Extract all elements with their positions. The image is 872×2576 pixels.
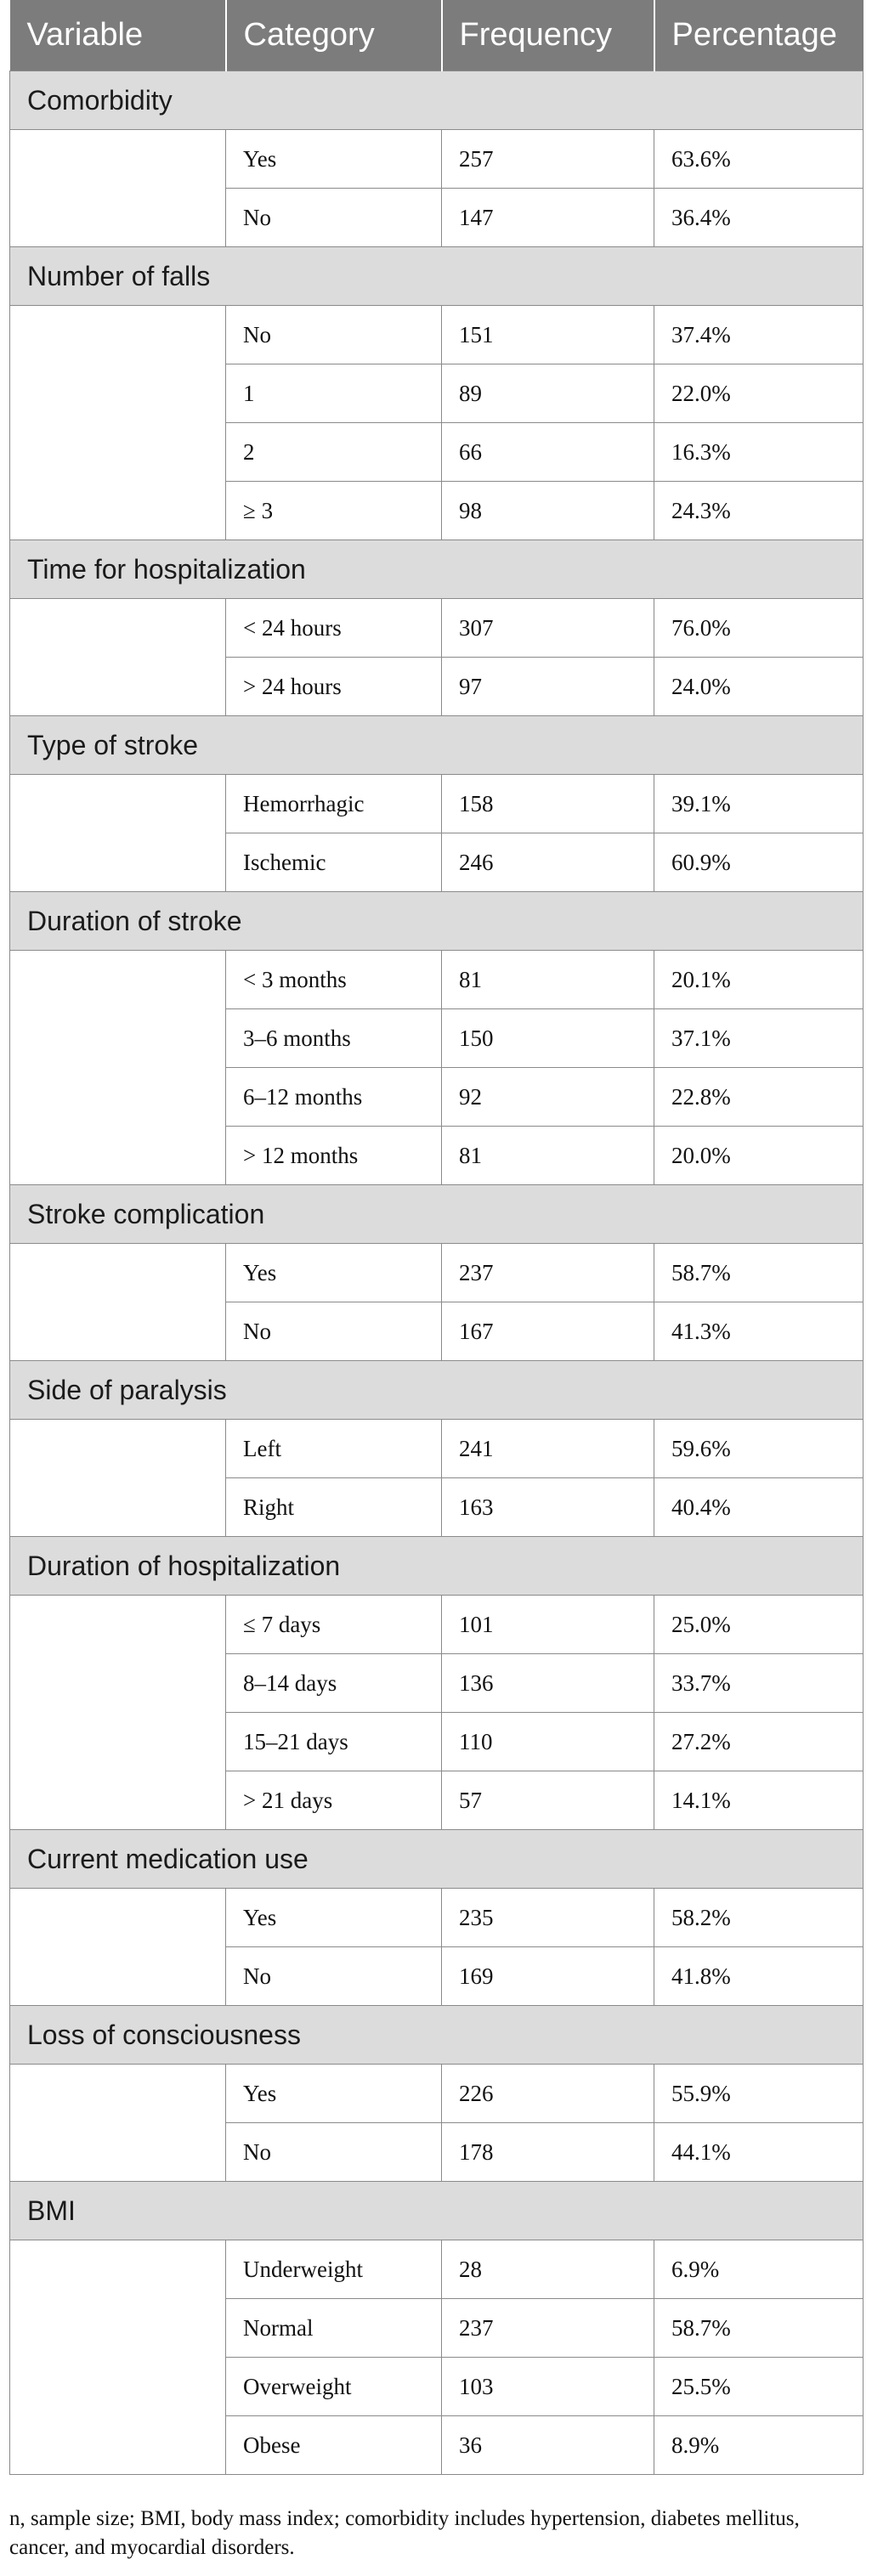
variable-cell-empty [10,1596,226,1830]
table-row [10,306,864,364]
percentage-cell: 58.2% [654,1889,864,1947]
data-table-container [9,0,863,2475]
frequency-cell: 98 [442,482,654,540]
variable-cell-empty [10,306,226,540]
percentage-cell: 41.3% [654,1302,864,1361]
frequency-cell: 151 [442,306,654,364]
category-cell: > 12 months [226,1127,442,1185]
table-row [10,2240,864,2299]
frequency-cell: 57 [442,1771,654,1830]
header-category: Category [226,0,442,71]
percentage-cell: 36.4% [654,189,864,247]
category-cell: Yes [226,2065,442,2123]
category-cell: 15–21 days [226,1713,442,1771]
category-cell: 3–6 months [226,1009,442,1068]
percentage-cell: 20.0% [654,1127,864,1185]
table-row [10,1420,864,1478]
group-label: Duration of stroke [10,892,864,951]
group-label: BMI [10,2182,864,2240]
category-cell: Yes [226,130,442,189]
group-label: Type of stroke [10,716,864,775]
percentage-cell: 25.5% [654,2358,864,2416]
category-cell: No [226,1947,442,2006]
frequency-cell: 101 [442,1596,654,1654]
percentage-cell: 20.1% [654,951,864,1009]
frequency-cell: 89 [442,364,654,423]
category-cell: Normal [226,2299,442,2358]
category-cell: Hemorrhagic [226,775,442,833]
frequency-cell: 241 [442,1420,654,1478]
category-cell: Underweight [226,2240,442,2299]
frequency-cell: 92 [442,1068,654,1127]
table-row [10,599,864,658]
category-cell: < 3 months [226,951,442,1009]
frequency-cell: 235 [442,1889,654,1947]
data-table [9,0,864,2475]
category-cell: 6–12 months [226,1068,442,1127]
group-header-row [10,1830,864,1889]
frequency-cell: 169 [442,1947,654,2006]
group-label: Time for hospitalization [10,540,864,599]
frequency-cell: 136 [442,1654,654,1713]
percentage-cell: 8.9% [654,2416,864,2475]
variable-cell-empty [10,1889,226,2006]
group-label: Duration of hospitalization [10,1537,864,1596]
percentage-cell: 40.4% [654,1478,864,1537]
frequency-cell: 66 [442,423,654,482]
category-cell: > 24 hours [226,658,442,716]
percentage-cell: 39.1% [654,775,864,833]
header-row [10,0,864,71]
frequency-cell: 246 [442,833,654,892]
table-row [10,1596,864,1654]
category-cell: Right [226,1478,442,1537]
percentage-cell: 24.0% [654,658,864,716]
header-percentage: Percentage [654,0,864,71]
percentage-cell: 14.1% [654,1771,864,1830]
variable-cell-empty [10,2065,226,2182]
table-body [10,71,864,2475]
frequency-cell: 147 [442,189,654,247]
group-label: Loss of consciousness [10,2006,864,2065]
table-row [10,951,864,1009]
frequency-cell: 163 [442,1478,654,1537]
variable-cell-empty [10,951,226,1185]
percentage-cell: 58.7% [654,1244,864,1302]
variable-cell-empty [10,1244,226,1361]
group-header-row [10,892,864,951]
percentage-cell: 22.8% [654,1068,864,1127]
percentage-cell: 41.8% [654,1947,864,2006]
frequency-cell: 158 [442,775,654,833]
group-label: Current medication use [10,1830,864,1889]
percentage-cell: 55.9% [654,2065,864,2123]
percentage-cell: 37.4% [654,306,864,364]
frequency-cell: 81 [442,1127,654,1185]
group-header-row [10,2006,864,2065]
table-row [10,1244,864,1302]
frequency-cell: 167 [442,1302,654,1361]
table-footnote: n, sample size; BMI, body mass index; comorbidity includes hypertension, diabetes mellitus, cancer, and myocardial disorders. [9,2507,800,2559]
category-cell: Left [226,1420,442,1478]
category-cell: No [226,189,442,247]
percentage-cell: 44.1% [654,2123,864,2182]
frequency-cell: 178 [442,2123,654,2182]
table-row [10,1889,864,1947]
frequency-cell: 237 [442,1244,654,1302]
percentage-cell: 25.0% [654,1596,864,1654]
variable-cell-empty [10,2240,226,2475]
percentage-cell: 22.0% [654,364,864,423]
percentage-cell: 27.2% [654,1713,864,1771]
frequency-cell: 81 [442,951,654,1009]
percentage-cell: 60.9% [654,833,864,892]
percentage-cell: 33.7% [654,1654,864,1713]
group-label: Side of paralysis [10,1361,864,1420]
group-label: Number of falls [10,247,864,306]
group-header-row [10,247,864,306]
category-cell: < 24 hours [226,599,442,658]
frequency-cell: 36 [442,2416,654,2475]
group-header-row [10,1361,864,1420]
percentage-cell: 16.3% [654,423,864,482]
percentage-cell: 58.7% [654,2299,864,2358]
group-label: Stroke complication [10,1185,864,1244]
category-cell: No [226,2123,442,2182]
frequency-cell: 226 [442,2065,654,2123]
frequency-cell: 150 [442,1009,654,1068]
table-row [10,130,864,189]
category-cell: Overweight [226,2358,442,2416]
variable-cell-empty [10,775,226,892]
table-row [10,2065,864,2123]
percentage-cell: 63.6% [654,130,864,189]
percentage-cell: 76.0% [654,599,864,658]
percentage-cell: 24.3% [654,482,864,540]
frequency-cell: 28 [442,2240,654,2299]
variable-cell-empty [10,599,226,716]
percentage-cell: 59.6% [654,1420,864,1478]
category-cell: Yes [226,1889,442,1947]
frequency-cell: 103 [442,2358,654,2416]
category-cell: ≥ 3 [226,482,442,540]
group-header-row [10,1185,864,1244]
category-cell: > 21 days [226,1771,442,1830]
category-cell: 1 [226,364,442,423]
frequency-cell: 307 [442,599,654,658]
category-cell: Yes [226,1244,442,1302]
category-cell: Ischemic [226,833,442,892]
category-cell: Obese [226,2416,442,2475]
frequency-cell: 257 [442,130,654,189]
percentage-cell: 6.9% [654,2240,864,2299]
group-label: Comorbidity [10,71,864,130]
category-cell: No [226,306,442,364]
category-cell: ≤ 7 days [226,1596,442,1654]
category-cell: No [226,1302,442,1361]
table-row [10,775,864,833]
group-header-row [10,540,864,599]
category-cell: 8–14 days [226,1654,442,1713]
frequency-cell: 110 [442,1713,654,1771]
category-cell: 2 [226,423,442,482]
frequency-cell: 237 [442,2299,654,2358]
group-header-row [10,716,864,775]
variable-cell-empty [10,130,226,247]
frequency-cell: 97 [442,658,654,716]
header-variable: Variable [10,0,226,71]
group-header-row [10,2182,864,2240]
header-frequency: Frequency [442,0,654,71]
percentage-cell: 37.1% [654,1009,864,1068]
group-header-row [10,1537,864,1596]
group-header-row [10,71,864,130]
variable-cell-empty [10,1420,226,1537]
